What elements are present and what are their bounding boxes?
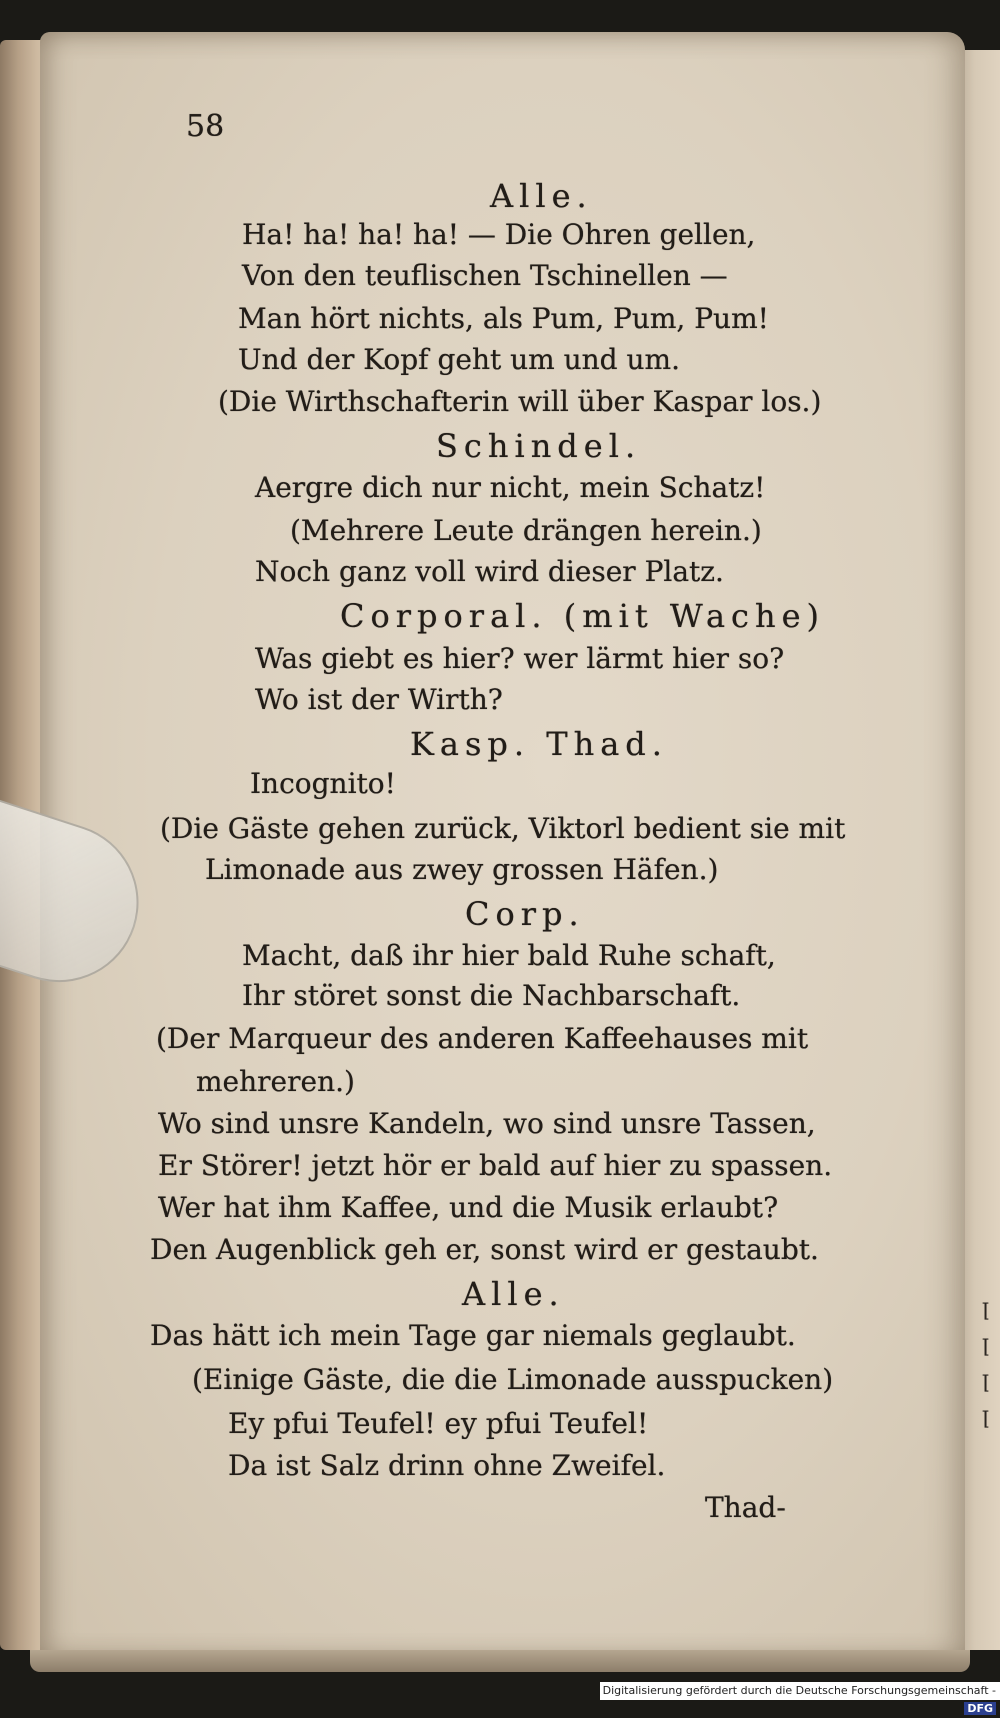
digitization-footer (600, 1682, 1000, 1715)
speaker-heading: Alle. (490, 177, 593, 215)
verse-line: Ihr störet sonst die Nachbarschaft. (242, 979, 741, 1012)
verse-line: Da ist Salz drinn ohne Zweifel. (228, 1449, 666, 1482)
footer-text: Digitalisierung gefördert durch die Deutsche Forschungsgemeinschaft - (602, 1684, 996, 1697)
verse-line: Und der Kopf geht um und um. (238, 343, 680, 376)
verse-line: Das hätt ich mein Tage gar niemals geglaubt. (150, 1319, 796, 1352)
stage-direction: (Einige Gäste, die die Limonade ausspucken) (192, 1363, 834, 1396)
verse-line: Macht, daß ihr hier bald Ruhe schaft, (242, 939, 776, 972)
verse-line: Wer hat ihm Kaffee, und die Musik erlaubt? (158, 1191, 779, 1224)
facing-page-letters: ꞁ ꞁ ꞁ ꞁ (982, 1295, 990, 1428)
verse-line: Von den teuflischen Tschinellen — (242, 259, 728, 292)
dfg-logo: DFG (964, 1702, 996, 1715)
verse-line: Ey pfui Teufel! ey pfui Teufel! (228, 1407, 649, 1440)
verse-line: Was giebt es hier? wer lärmt hier so? (255, 642, 785, 675)
verse-line: Wo ist der Wirth? (255, 683, 503, 716)
stage-direction: (Mehrere Leute drängen herein.) (290, 514, 762, 547)
speaker-heading: Kasp. Thad. (410, 725, 668, 763)
speaker-heading: Corporal. (mit Wache) (340, 597, 825, 635)
verse-line: Aergre dich nur nicht, mein Schatz! (255, 471, 766, 504)
stage-direction: (Die Wirthschafterin will über Kaspar los.) (218, 385, 822, 418)
speaker-heading: Alle. (462, 1275, 565, 1313)
verse-line: Wo sind unsre Kandeln, wo sind unsre Tassen, (158, 1107, 816, 1140)
stage-direction: (Der Marqueur des anderen Kaffeehauses mit (156, 1022, 809, 1055)
stage-direction: (Die Gäste gehen zurück, Viktorl bedient sie mit (160, 812, 846, 845)
verse-line: Incognito! (250, 767, 396, 800)
stage-direction: mehreren.) (196, 1065, 355, 1098)
verse-line: Ha! ha! ha! ha! — Die Ohren gellen, (242, 218, 756, 251)
page-number: 58 (186, 109, 225, 144)
stage-direction: Limonade aus zwey grossen Häfen.) (205, 853, 719, 886)
speaker-heading: Schindel. (436, 427, 642, 465)
verse-line: Man hört nichts, als Pum, Pum, Pum! (238, 302, 769, 335)
verse-line: Er Störer! jetzt hör er bald auf hier zu spassen. (158, 1149, 833, 1182)
speaker-heading: Corp. (465, 895, 585, 933)
book-bottom-edge (30, 1650, 970, 1672)
verse-line: Noch ganz voll wird dieser Platz. (255, 555, 724, 588)
catchword: Thad- (705, 1491, 786, 1524)
verse-line: Den Augenblick geh er, sonst wird er gestaubt. (150, 1233, 819, 1266)
